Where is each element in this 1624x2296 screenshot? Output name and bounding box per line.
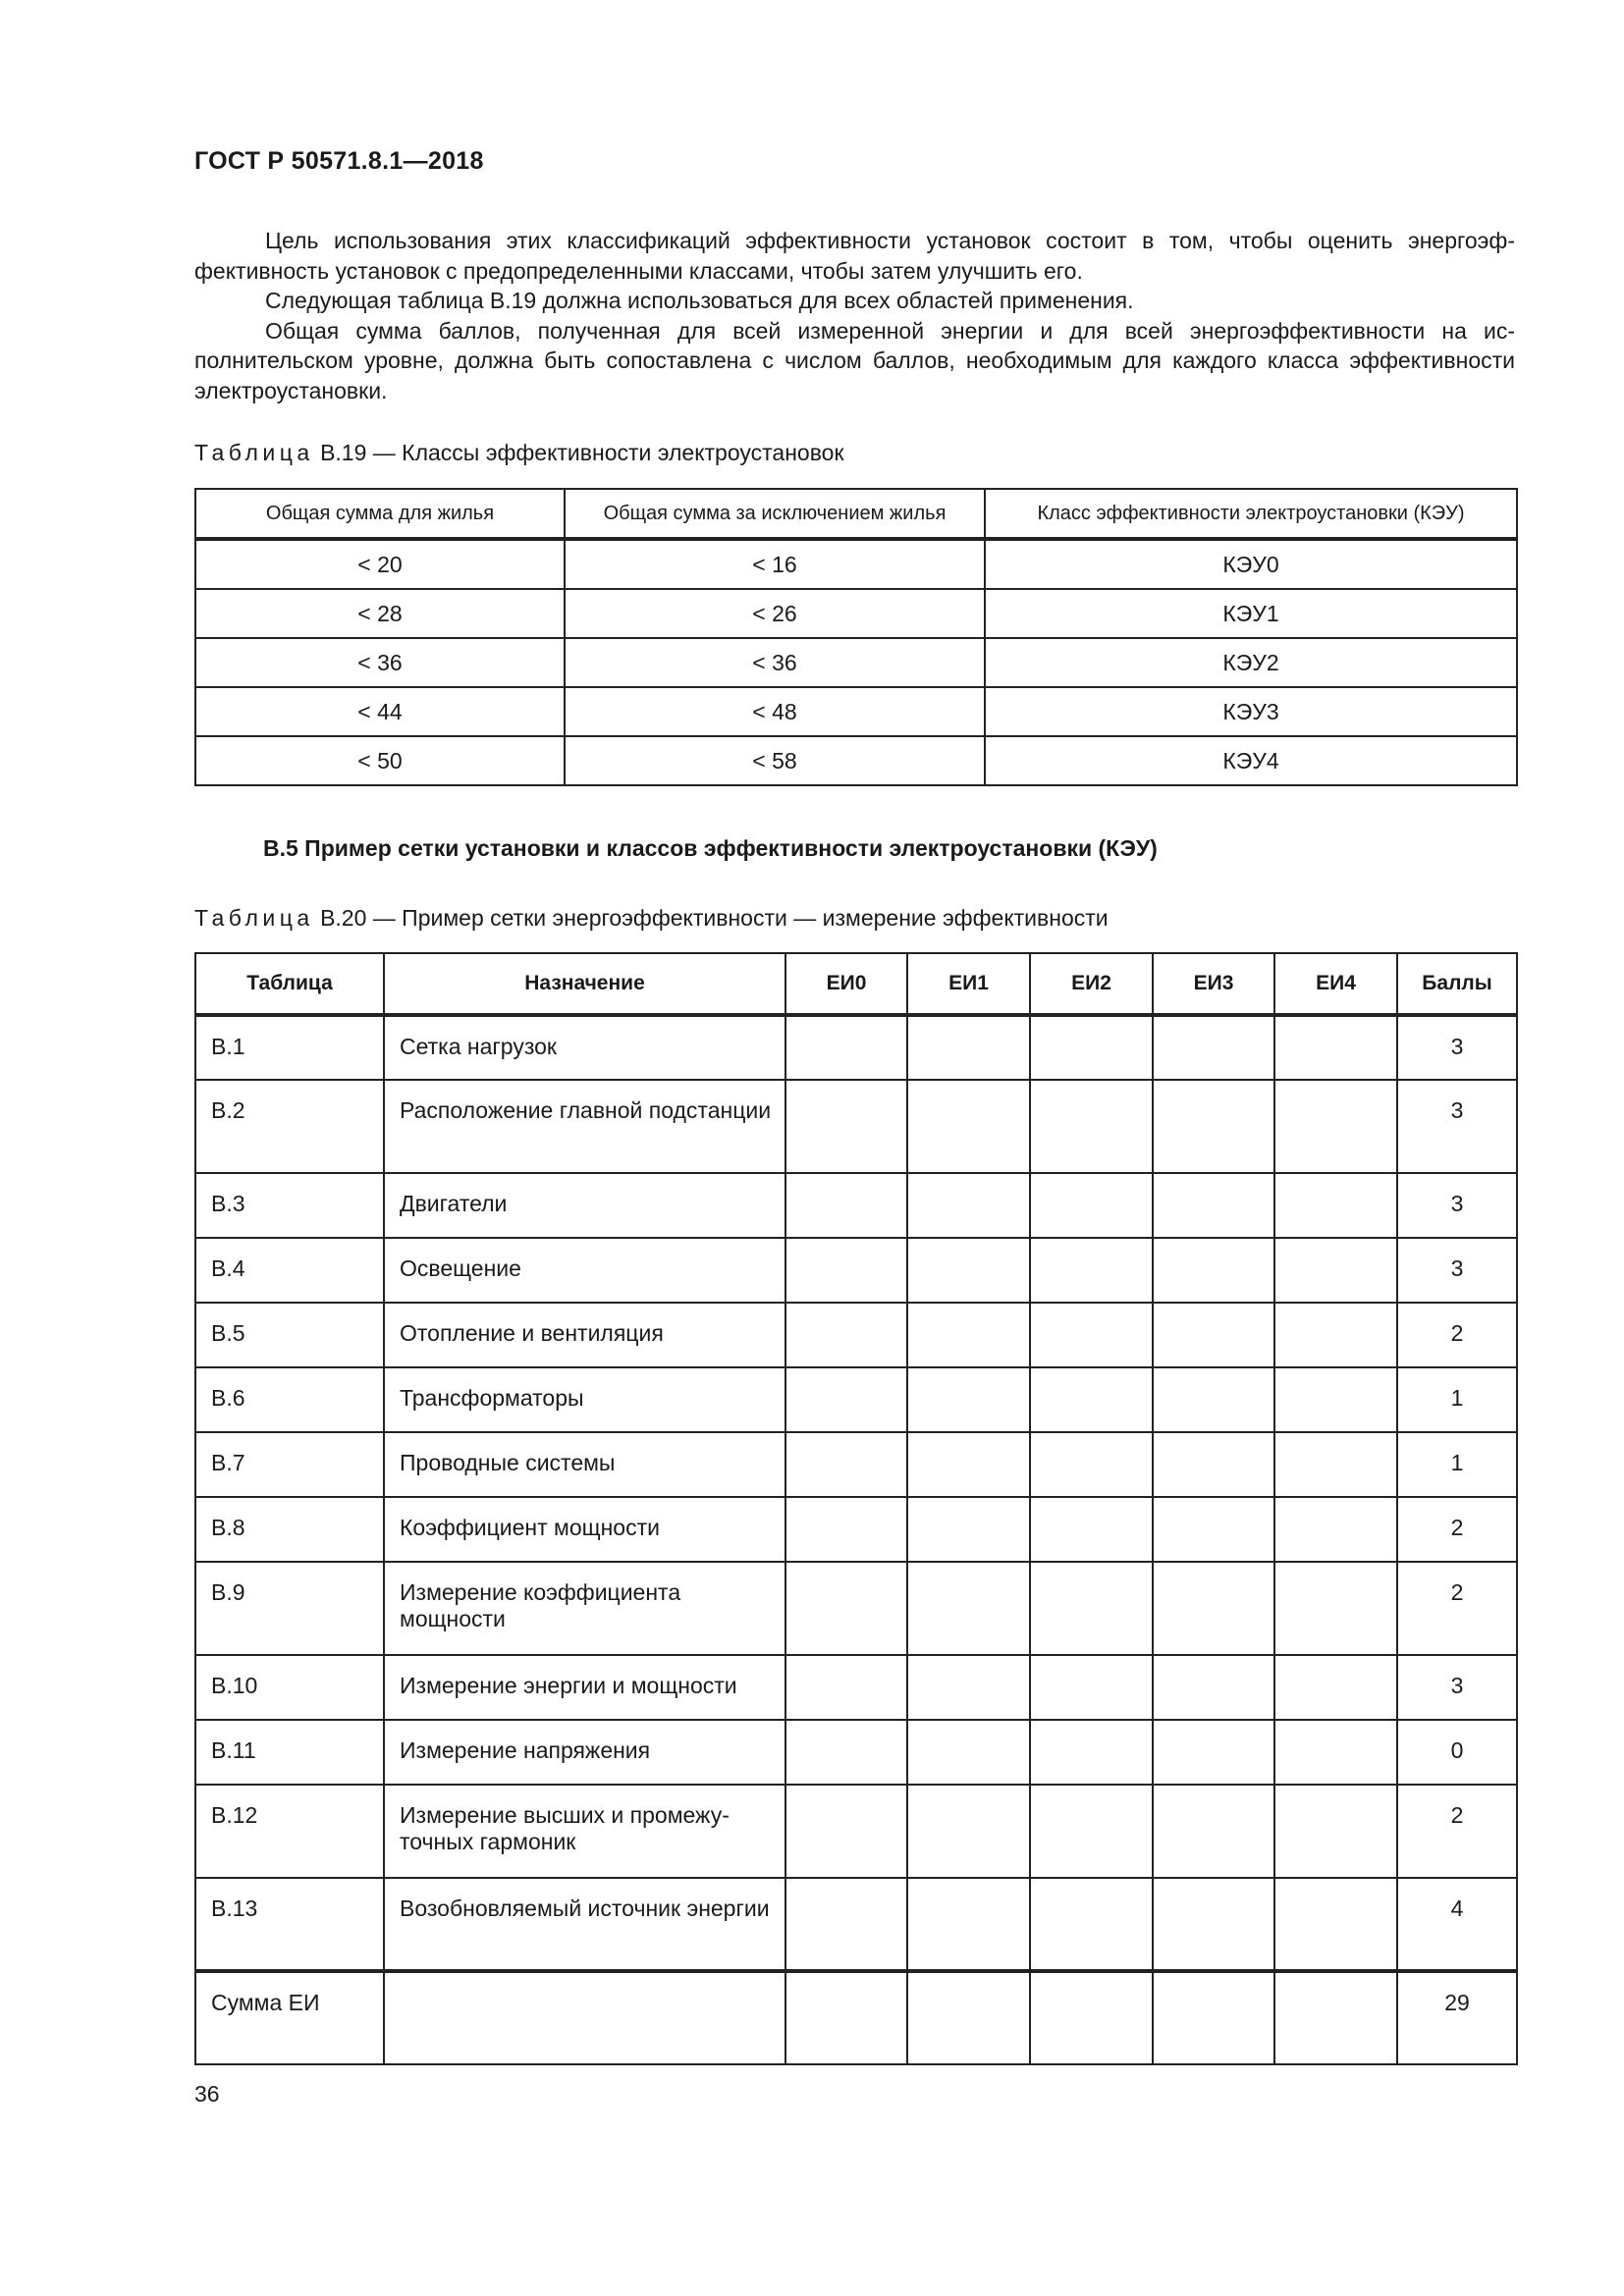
table-row bbox=[195, 687, 1517, 736]
table-cell bbox=[907, 1878, 1030, 1971]
table-cell: 1 bbox=[1397, 1432, 1517, 1497]
efficiency-grid-table bbox=[194, 952, 1518, 2065]
table-cell: < 36 bbox=[195, 638, 565, 687]
table-cell bbox=[1153, 1432, 1274, 1497]
table-cell bbox=[785, 1367, 907, 1432]
table-cell bbox=[1153, 1785, 1274, 1878]
intro-paragraph: Следующая таблица В.19 должна использоваться для всех областей применения. bbox=[265, 288, 1134, 313]
table-cell bbox=[1274, 1238, 1397, 1303]
table19-caption-text: В.19 — Классы эффективности электроустановок bbox=[320, 440, 844, 465]
table-cell: < 28 bbox=[195, 589, 565, 638]
table-cell bbox=[785, 1432, 907, 1497]
table-cell: 3 bbox=[1397, 1238, 1517, 1303]
table-cell bbox=[1153, 1878, 1274, 1971]
table-header-row bbox=[195, 953, 1517, 1015]
table-cell: Освещение bbox=[384, 1238, 785, 1303]
table-row bbox=[195, 1497, 1517, 1562]
table-cell bbox=[1274, 1173, 1397, 1238]
table-cell bbox=[1153, 1655, 1274, 1720]
table-cell bbox=[1153, 1238, 1274, 1303]
table-cell bbox=[907, 1720, 1030, 1785]
table-row bbox=[195, 1432, 1517, 1497]
table19-caption-prefix: Таблица bbox=[194, 440, 314, 465]
table-cell: 1 bbox=[1397, 1367, 1517, 1432]
table-cell bbox=[1274, 1878, 1397, 1971]
table-cell bbox=[1274, 1497, 1397, 1562]
table-cell bbox=[1153, 1497, 1274, 1562]
table-cell bbox=[1030, 1562, 1153, 1655]
table-cell: Расположение главной подстанции bbox=[384, 1080, 785, 1173]
efficiency-classes-table bbox=[194, 488, 1518, 786]
table-cell: 3 bbox=[1397, 1015, 1517, 1080]
table-cell: КЭУ2 bbox=[985, 638, 1517, 687]
table-cell bbox=[1030, 1238, 1153, 1303]
column-header: Назначение bbox=[384, 953, 785, 1015]
table-cell: В.11 bbox=[195, 1720, 384, 1785]
column-header: ЕИ1 bbox=[907, 953, 1030, 1015]
column-header: Баллы bbox=[1397, 953, 1517, 1015]
table-row bbox=[195, 1878, 1517, 1971]
column-header: Таблица bbox=[195, 953, 384, 1015]
table-cell: < 16 bbox=[565, 539, 985, 589]
column-header: ЕИ0 bbox=[785, 953, 907, 1015]
table-cell: В.8 bbox=[195, 1497, 384, 1562]
table-cell: В.10 bbox=[195, 1655, 384, 1720]
table-cell: В.6 bbox=[195, 1367, 384, 1432]
table-cell bbox=[907, 1432, 1030, 1497]
table-cell bbox=[1030, 1785, 1153, 1878]
table-cell: В.7 bbox=[195, 1432, 384, 1497]
table-row bbox=[195, 1720, 1517, 1785]
section-title: В.5 Пример сетки установки и классов эффективности электроустановки (КЭУ) bbox=[263, 835, 1158, 861]
intro-text bbox=[194, 226, 1515, 405]
table-cell: < 50 bbox=[195, 736, 565, 785]
table-cell: < 44 bbox=[195, 687, 565, 736]
table-total-row bbox=[195, 1971, 1517, 2064]
table-cell: В.2 bbox=[195, 1080, 384, 1173]
table-cell bbox=[907, 1785, 1030, 1878]
table-cell bbox=[1274, 1562, 1397, 1655]
table-cell: 3 bbox=[1397, 1173, 1517, 1238]
table-row bbox=[195, 1015, 1517, 1080]
table-cell: Отопление и вентиляция bbox=[384, 1303, 785, 1367]
table20-caption-text: В.20 — Пример сетки энергоэффективности — измерение эффективности bbox=[320, 905, 1109, 931]
table-cell bbox=[1030, 1655, 1153, 1720]
table-row bbox=[195, 1080, 1517, 1173]
table-row bbox=[195, 1785, 1517, 1878]
table-cell bbox=[1153, 1367, 1274, 1432]
table-cell bbox=[1153, 1303, 1274, 1367]
standard-header: ГОСТ Р 50571.8.1—2018 bbox=[194, 147, 484, 175]
table-header-row bbox=[195, 489, 1517, 539]
table-cell bbox=[1153, 1173, 1274, 1238]
table-cell bbox=[1153, 1562, 1274, 1655]
table-cell bbox=[785, 1080, 907, 1173]
table20-caption bbox=[194, 905, 1109, 932]
table-cell: 3 bbox=[1397, 1655, 1517, 1720]
table-row bbox=[195, 539, 1517, 589]
table-cell: 3 bbox=[1397, 1080, 1517, 1173]
table-cell bbox=[1030, 1173, 1153, 1238]
table-cell bbox=[1153, 1080, 1274, 1173]
table-cell bbox=[1274, 1303, 1397, 1367]
table19-caption bbox=[194, 440, 844, 466]
table-row bbox=[195, 736, 1517, 785]
table-cell bbox=[1274, 1080, 1397, 1173]
table-cell: В.9 bbox=[195, 1562, 384, 1655]
table-cell: 2 bbox=[1397, 1497, 1517, 1562]
table-cell bbox=[785, 1878, 907, 1971]
table-cell bbox=[1274, 1367, 1397, 1432]
table-cell bbox=[1030, 1720, 1153, 1785]
table-cell: < 20 bbox=[195, 539, 565, 589]
table-cell bbox=[1030, 1080, 1153, 1173]
table-cell bbox=[1153, 1971, 1274, 2064]
table-row bbox=[195, 1303, 1517, 1367]
table-cell bbox=[785, 1655, 907, 1720]
table-cell bbox=[785, 1303, 907, 1367]
table-cell: В.5 bbox=[195, 1303, 384, 1367]
column-header: ЕИ4 bbox=[1274, 953, 1397, 1015]
table-cell bbox=[907, 1173, 1030, 1238]
table-cell: 0 bbox=[1397, 1720, 1517, 1785]
table-row bbox=[195, 1238, 1517, 1303]
table-cell: Трансформаторы bbox=[384, 1367, 785, 1432]
table-cell bbox=[1030, 1497, 1153, 1562]
table-cell bbox=[785, 1015, 907, 1080]
table-cell bbox=[785, 1785, 907, 1878]
table-cell: < 36 bbox=[565, 638, 985, 687]
table-cell: 2 bbox=[1397, 1562, 1517, 1655]
table-cell: 4 bbox=[1397, 1878, 1517, 1971]
table-cell bbox=[907, 1367, 1030, 1432]
table-cell: Измерение коэффициента мощности bbox=[384, 1562, 785, 1655]
table-cell: КЭУ1 bbox=[985, 589, 1517, 638]
table-cell bbox=[1030, 1367, 1153, 1432]
table-cell bbox=[785, 1720, 907, 1785]
table-cell bbox=[907, 1971, 1030, 2064]
table-cell bbox=[1153, 1015, 1274, 1080]
table-cell bbox=[785, 1173, 907, 1238]
table-cell bbox=[1274, 1720, 1397, 1785]
table-cell bbox=[785, 1238, 907, 1303]
table-cell bbox=[785, 1971, 907, 2064]
table-cell bbox=[907, 1238, 1030, 1303]
column-header: Общая сумма за исключением жилья bbox=[565, 489, 985, 539]
table-cell: Коэффициент мощности bbox=[384, 1497, 785, 1562]
table-row bbox=[195, 1562, 1517, 1655]
table-cell: 29 bbox=[1397, 1971, 1517, 2064]
table-row bbox=[195, 1173, 1517, 1238]
table-cell: КЭУ4 bbox=[985, 736, 1517, 785]
table-cell: В.13 bbox=[195, 1878, 384, 1971]
table-cell bbox=[1030, 1878, 1153, 1971]
table-cell: < 26 bbox=[565, 589, 985, 638]
table-cell bbox=[785, 1497, 907, 1562]
table-cell: Возобновляемый источник энергии bbox=[384, 1878, 785, 1971]
column-header: Общая сумма для жилья bbox=[195, 489, 565, 539]
table-cell: Сетка нагрузок bbox=[384, 1015, 785, 1080]
table-cell bbox=[907, 1303, 1030, 1367]
table-cell: Сумма ЕИ bbox=[195, 1971, 384, 2064]
table-cell: Измерение высших и промежуточных гармоник bbox=[384, 1785, 785, 1878]
table-row bbox=[195, 638, 1517, 687]
table-cell: < 48 bbox=[565, 687, 985, 736]
table-row bbox=[195, 1367, 1517, 1432]
table-cell bbox=[1030, 1015, 1153, 1080]
page-number: 36 bbox=[194, 2081, 220, 2107]
table-cell: Измерение напряжения bbox=[384, 1720, 785, 1785]
table-cell bbox=[1030, 1432, 1153, 1497]
table-cell bbox=[907, 1015, 1030, 1080]
table-cell bbox=[907, 1562, 1030, 1655]
table-cell: 2 bbox=[1397, 1785, 1517, 1878]
table-cell bbox=[1030, 1303, 1153, 1367]
table-cell: Двигатели bbox=[384, 1173, 785, 1238]
table-cell: КЭУ0 bbox=[985, 539, 1517, 589]
table-cell: 2 bbox=[1397, 1303, 1517, 1367]
table-cell: В.4 bbox=[195, 1238, 384, 1303]
table-cell: Проводные системы bbox=[384, 1432, 785, 1497]
column-header: ЕИ3 bbox=[1153, 953, 1274, 1015]
table-cell bbox=[1274, 1432, 1397, 1497]
table-cell: В.12 bbox=[195, 1785, 384, 1878]
table-cell bbox=[907, 1080, 1030, 1173]
table-cell bbox=[1274, 1971, 1397, 2064]
column-header: ЕИ2 bbox=[1030, 953, 1153, 1015]
table-cell bbox=[907, 1497, 1030, 1562]
table-cell: В.1 bbox=[195, 1015, 384, 1080]
intro-paragraph: Общая сумма баллов, полученная для всей измеренной энергии и для всей энергоэффективности на исполнительском уровне, должна быть сопоставлена с числом баллов, необходимым для каждого класса эффективности электроустановки. bbox=[194, 317, 1515, 403]
table-cell bbox=[1274, 1655, 1397, 1720]
table-cell bbox=[1274, 1785, 1397, 1878]
table-cell bbox=[1274, 1015, 1397, 1080]
table-cell bbox=[1153, 1720, 1274, 1785]
table-cell: В.3 bbox=[195, 1173, 384, 1238]
column-header: Класс эффективности электроустановки (КЭУ) bbox=[985, 489, 1517, 539]
table-cell bbox=[907, 1655, 1030, 1720]
table-row bbox=[195, 589, 1517, 638]
table-cell: КЭУ3 bbox=[985, 687, 1517, 736]
table20-caption-prefix: Таблица bbox=[194, 905, 314, 931]
table-cell: < 58 bbox=[565, 736, 985, 785]
table-cell: Измерение энергии и мощности bbox=[384, 1655, 785, 1720]
table-cell bbox=[384, 1971, 785, 2064]
intro-paragraph: Цель использования этих классификаций эффективности установок состоит в том, чтобы оценить энергоэффективность установок с предопределенными классами, чтобы затем улучшить его. bbox=[194, 228, 1515, 284]
table-cell bbox=[785, 1562, 907, 1655]
table-row bbox=[195, 1655, 1517, 1720]
table-cell bbox=[1030, 1971, 1153, 2064]
